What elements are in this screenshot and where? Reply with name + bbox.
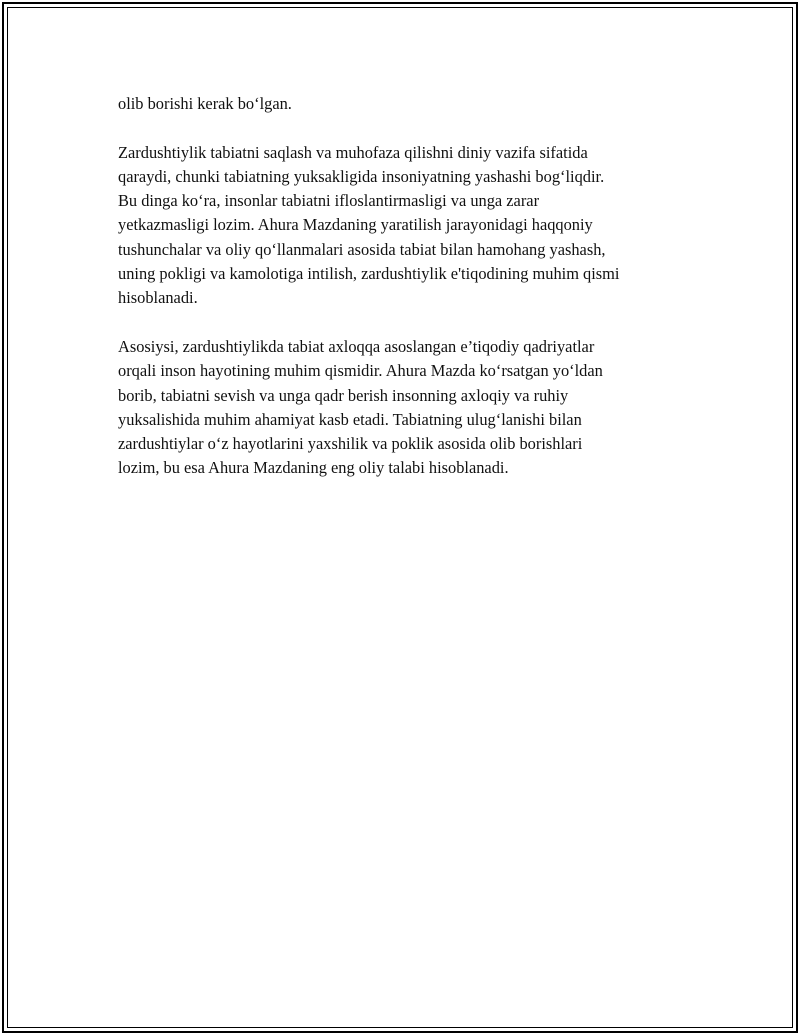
paragraph-1 (118, 92, 703, 116)
text-line: Bu dinga ko‘ra, insonlar tabiatni ifloslantirmasligi va unga zarar (118, 191, 540, 211)
text-line: orqali inson hayotining muhim qismidir. Ahura Mazda ko‘rsatgan yo‘ldan (118, 361, 603, 381)
text-line: zardushtiylar o‘z hayotlarini yaxshilik va poklik asosida olib borishlari (118, 434, 583, 454)
text-line: Zardushtiylik tabiatni saqlash va muhofaza qilishni diniy vazifa sifatida (118, 142, 588, 162)
text-line: qaraydi, chunki tabiatning yuksakligida insoniyatning yashashi bog‘liqdir. (118, 166, 605, 186)
text-line: yuksalishida muhim ahamiyat kasb etadi. Tabiatning ulug‘lanishi bilan (118, 409, 582, 429)
text-line: borib, tabiatni sevish va unga qadr berish insonning axloqiy va ruhiy (118, 385, 569, 405)
text-line: olib borishi kerak bo‘lgan. (118, 94, 292, 113)
text-line: tushunchalar va oliy qo‘llanmalari asosida tabiat bilan hamohang yashash, (118, 239, 606, 259)
text-line: yetkazmasligi lozim. Ahura Mazdaning yaratilish jarayonidagi haqqoniy (118, 215, 593, 235)
text-line: uning pokligi va kamolotiga intilish, zardushtiylik e'tiqodining muhim qismi (118, 264, 620, 284)
text-line: Asosiysi, zardushtiylikda tabiat axloqqa asoslangan e’tiqodiy qadriyatlar (118, 336, 595, 356)
document-body (118, 92, 703, 505)
text-line: lozim, bu esa Ahura Mazdaning eng oliy talabi hisoblanadi. (118, 458, 509, 478)
paragraph-2 (118, 141, 703, 311)
text-line: hisoblanadi. (118, 288, 198, 308)
paragraph-3 (118, 335, 703, 481)
